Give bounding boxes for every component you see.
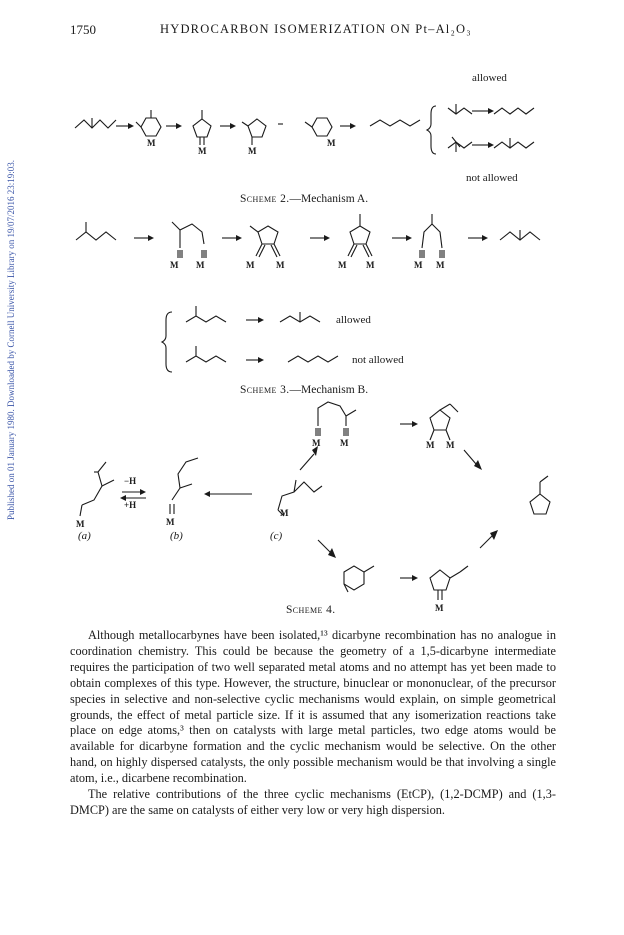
scheme4-metal-a: M bbox=[76, 519, 85, 529]
scheme2-metal-2: M bbox=[198, 146, 207, 156]
scheme3-metal-3: M bbox=[246, 260, 255, 270]
scheme2-metal-1: M bbox=[147, 138, 156, 148]
scheme4-label-a: (a) bbox=[78, 530, 91, 542]
scheme4-metal-top-3: M bbox=[426, 440, 435, 450]
scheme3-caption-text: —Mechanism B. bbox=[289, 384, 369, 396]
scheme4-metal-top-1: M bbox=[312, 438, 321, 448]
scheme3-metal-8: M bbox=[436, 260, 445, 270]
download-watermark-text: Published on 01 January 1980. Downloaded by Cornell University Library on 19/07/2016 23:19:03. bbox=[6, 160, 16, 520]
scheme4-label-c: (c) bbox=[270, 530, 283, 542]
scheme3-metal-2: M bbox=[196, 260, 205, 270]
scheme4-metal-b: M bbox=[166, 517, 175, 527]
scheme4-metal-top-2: M bbox=[340, 438, 349, 448]
scheme2-caption-label: Scheme 2. bbox=[240, 193, 290, 205]
scheme4-minus-h: −H bbox=[124, 476, 137, 486]
body-paragraph-1: Although metallocarbynes have been isolated,¹³ dicarbyne recombination has no analogue in coordination chemistry. This could be because the geometry of a 1,5-dicarbyne intermediate requires the participation of two well separated metal atoms and no attempt has yet been made to obtain complexes of this type. However, the structure, binuclear or mononuclear, of the precursor species in selective and non-selective cyclic mechanisms would explain, on simple geometrical grounds, the effect of metal particle size. If it is assumed that any isomerization reactions take place on edge atoms,³ then on catalysts with large metal particles, two edge atoms would be available for dicarbyne formation and the cyclic mechanism would be selective. On the other hand, on highly dispersed catalysts, the only possible mechanism would be that involving a single atom, i.e., dicarbene recombination. bbox=[70, 628, 556, 786]
body-text bbox=[70, 628, 556, 819]
scheme3-metal-7: M bbox=[414, 260, 423, 270]
scheme2-metal-3: M bbox=[248, 146, 257, 156]
running-title: HYDROCARBON ISOMERIZATION ON Pt–Al₂O₃ bbox=[160, 22, 472, 36]
scheme4-metal-top-4: M bbox=[446, 440, 455, 450]
scheme2-allowed-label: allowed bbox=[472, 72, 507, 84]
scheme4-label-b: (b) bbox=[170, 530, 183, 542]
scheme3-not-allowed-label: not allowed bbox=[352, 354, 404, 366]
scheme3-metal-1: M bbox=[170, 260, 179, 270]
scheme2-caption-text: —Mechanism A. bbox=[289, 193, 369, 205]
scheme2-metal-4: M bbox=[327, 138, 336, 148]
scheme3-caption bbox=[240, 384, 368, 396]
scheme3-metal-5: M bbox=[338, 260, 347, 270]
scheme4-metal-c: M bbox=[280, 508, 289, 518]
scheme3-metal-6: M bbox=[366, 260, 375, 270]
scheme2-not-allowed-label: not allowed bbox=[466, 172, 518, 184]
scheme4-caption: Scheme 4. bbox=[286, 604, 336, 616]
body-paragraph-2: The relative contributions of the three cyclic mechanisms (EtCP), (1,2-DCMP) and (1,3-DMCP) are the same on catalysts of either very low or very high dispersion. bbox=[70, 787, 556, 817]
scheme4-plus-h: +H bbox=[124, 500, 137, 510]
scheme2-caption bbox=[240, 193, 368, 205]
scheme3-metal-4: M bbox=[276, 260, 285, 270]
scheme4-metal-bottom: M bbox=[435, 603, 444, 613]
scheme3-allowed-label: allowed bbox=[336, 314, 371, 326]
scheme3-caption-label: Scheme 3. bbox=[240, 384, 290, 396]
page-number: 1750 bbox=[70, 22, 96, 37]
